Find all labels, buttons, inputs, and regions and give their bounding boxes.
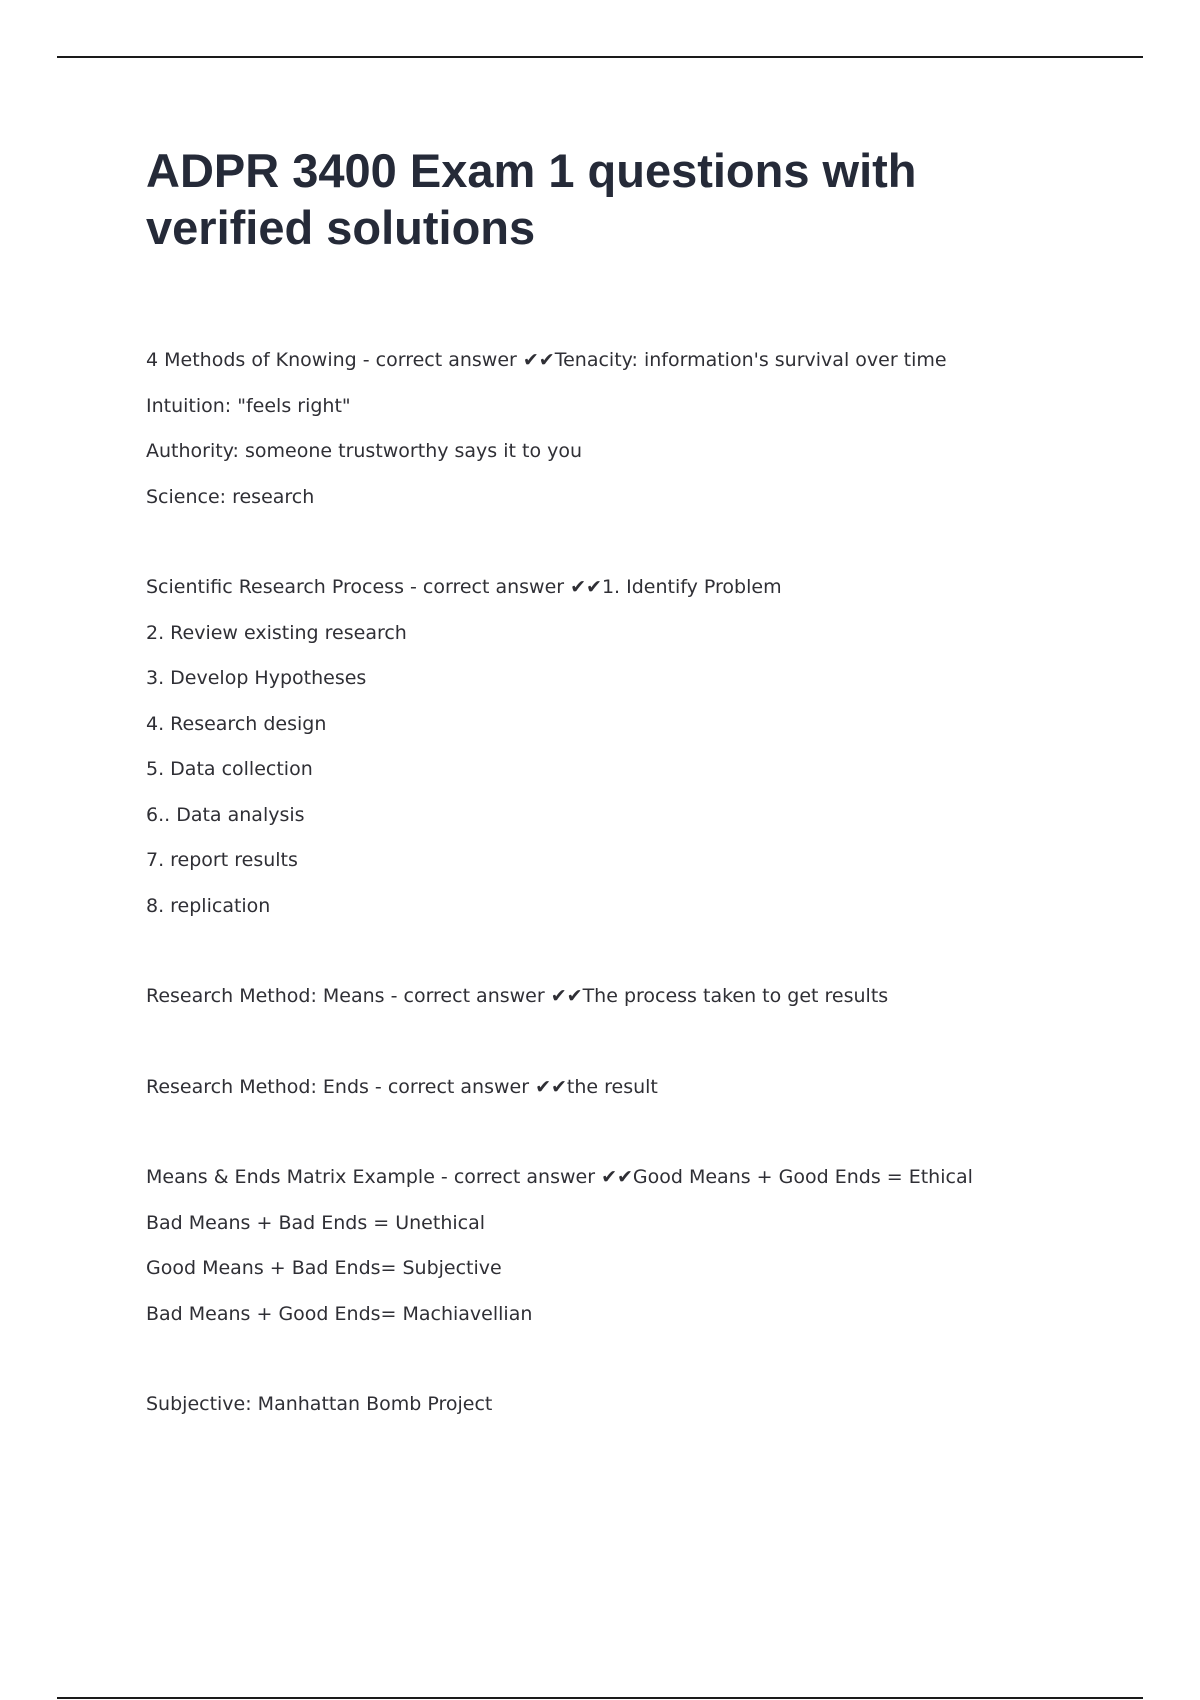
qa-line: Research Method: Means - correct answer ✔✔The process taken to get results bbox=[146, 985, 889, 1007]
document-title bbox=[146, 142, 1046, 256]
qa-line: 3. Develop Hypotheses bbox=[146, 667, 367, 689]
qa-line: 5. Data collection bbox=[146, 758, 313, 780]
qa-line: 4. Research design bbox=[146, 712, 327, 735]
qa-line: Good Means + Bad Ends= Subjective bbox=[146, 1257, 502, 1279]
qa-line: Intuition: "feels right" bbox=[146, 394, 351, 417]
qa-line: 8. replication bbox=[146, 894, 271, 917]
document-body bbox=[146, 347, 1146, 1482]
qa-block-research-process bbox=[146, 574, 1146, 938]
title-line-1: ADPR 3400 Exam 1 questions with bbox=[146, 144, 917, 197]
qa-line: 7. report results bbox=[146, 849, 298, 871]
qa-block-research-means bbox=[146, 983, 1146, 1029]
qa-line: Means & Ends Matrix Example - correct answer ✔✔Good Means + Good Ends = Ethical bbox=[146, 1166, 973, 1188]
qa-block-means-ends-matrix bbox=[146, 1164, 1146, 1346]
qa-line: 4 Methods of Knowing - correct answer ✔✔Tenacity: information's survival over time bbox=[146, 349, 947, 371]
qa-line: 2. Review existing research bbox=[146, 621, 407, 644]
top-rule bbox=[57, 56, 1143, 58]
qa-line: Bad Means + Bad Ends = Unethical bbox=[146, 1211, 486, 1234]
qa-line: Science: research bbox=[146, 485, 315, 508]
qa-line: Bad Means + Good Ends= Machiavellian bbox=[146, 1302, 533, 1325]
qa-line: Research Method: Ends - correct answer ✔✔the result bbox=[146, 1075, 658, 1098]
qa-line: Authority: someone trustworthy says it to you bbox=[146, 440, 583, 462]
title-line-2: verified solutions bbox=[146, 201, 536, 254]
qa-line: Scientific Research Process - correct answer ✔✔1. Identify Problem bbox=[146, 576, 782, 598]
qa-block-research-ends bbox=[146, 1074, 1146, 1120]
qa-block-subjective-example bbox=[146, 1391, 1146, 1437]
qa-block-methods-of-knowing bbox=[146, 347, 1146, 529]
bottom-rule bbox=[57, 1697, 1143, 1699]
qa-line: 6.. Data analysis bbox=[146, 803, 305, 826]
qa-line: Subjective: Manhattan Bomb Project bbox=[146, 1393, 493, 1415]
